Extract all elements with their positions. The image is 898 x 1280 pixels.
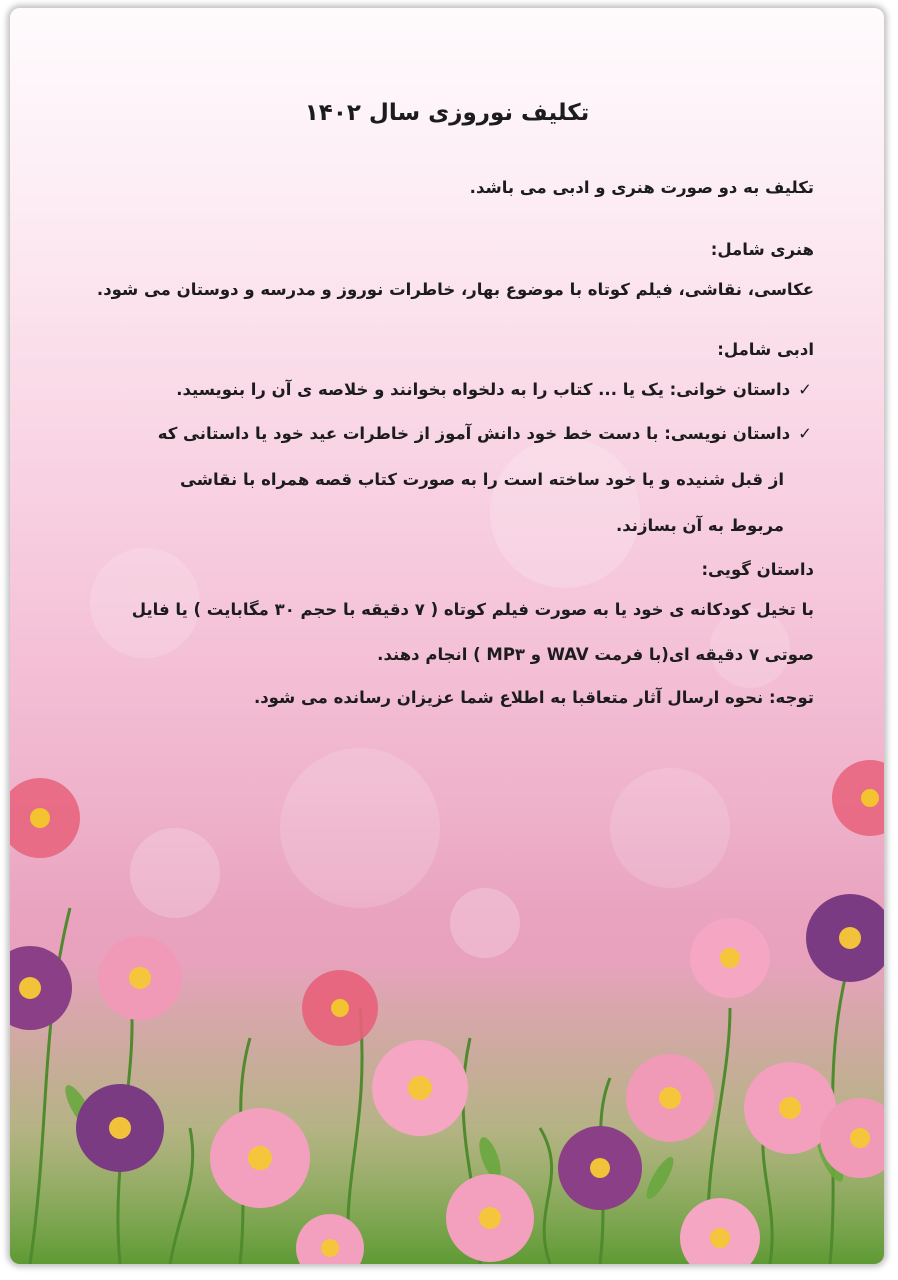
literary-item-reading-text: داستان خوانی: یک یا ... کتاب را به دلخواه بخوانند و خلاصه ی آن را بنویسید. [176, 380, 791, 399]
flower-red-mid [302, 970, 378, 1046]
flower-purple-2 [76, 1084, 164, 1172]
literary-item-writing-line-2: از قبل شنیده و یا خود ساخته است را به صورت کتاب قصه همراه با نقاشی [180, 470, 784, 489]
literary-item-writing [158, 424, 812, 443]
flower-purple-3 [558, 1126, 642, 1210]
literary-item-reading [176, 380, 812, 399]
flower-pink-5 [626, 1054, 714, 1142]
intro-text: تکلیف به دو صورت هنری و ادبی می باشد. [469, 178, 814, 197]
flower-pink-3 [372, 1040, 468, 1136]
storytelling-line-2: صوتی ۷ دقیقه ای(با فرمت WAV و MP۳ ) انجام دهند. [377, 645, 814, 664]
flower-pink-6 [690, 918, 770, 998]
note-text: توجه: نحوه ارسال آثار متعاقبا به اطلاع شما عزیزان رسانده می شود. [253, 688, 814, 707]
page-title: تکلیف نوروزی سال ۱۴۰۲ [304, 100, 590, 126]
check-icon: ✓ [798, 380, 812, 399]
flower-red-right [832, 760, 884, 836]
literary-item-writing-line-1: داستان نویسی: با دست خط خود دانش آموز از خاطرات عید خود یا داستانی که [157, 424, 791, 443]
storytelling-line-1: با تخیل کودکانه ی خود یا به صورت فیلم کوتاه ( ۷ دقیقه با حجم ۳۰ مگابایت ) یا فایل [131, 600, 814, 619]
document-page [10, 8, 884, 1264]
flower-pink-1 [98, 936, 182, 1020]
art-text: عکاسی، نقاشی، فیلم کوتاه با موضوع بهار، خاطرات نوروز و مدرسه و دوستان می شود. [96, 280, 814, 299]
flower-border-illustration [10, 708, 884, 1264]
flower-pink-2 [210, 1108, 310, 1208]
storytelling-heading: داستان گویی: [701, 560, 814, 579]
art-heading: هنری شامل: [710, 240, 814, 259]
check-icon: ✓ [798, 424, 812, 443]
flower-large-left-top [10, 778, 80, 858]
document-content [10, 8, 884, 728]
flower-pink-4 [446, 1174, 534, 1262]
literary-item-writing-line-3: مربوط به آن بسازند. [615, 516, 784, 535]
literary-heading: ادبی شامل: [717, 340, 814, 359]
